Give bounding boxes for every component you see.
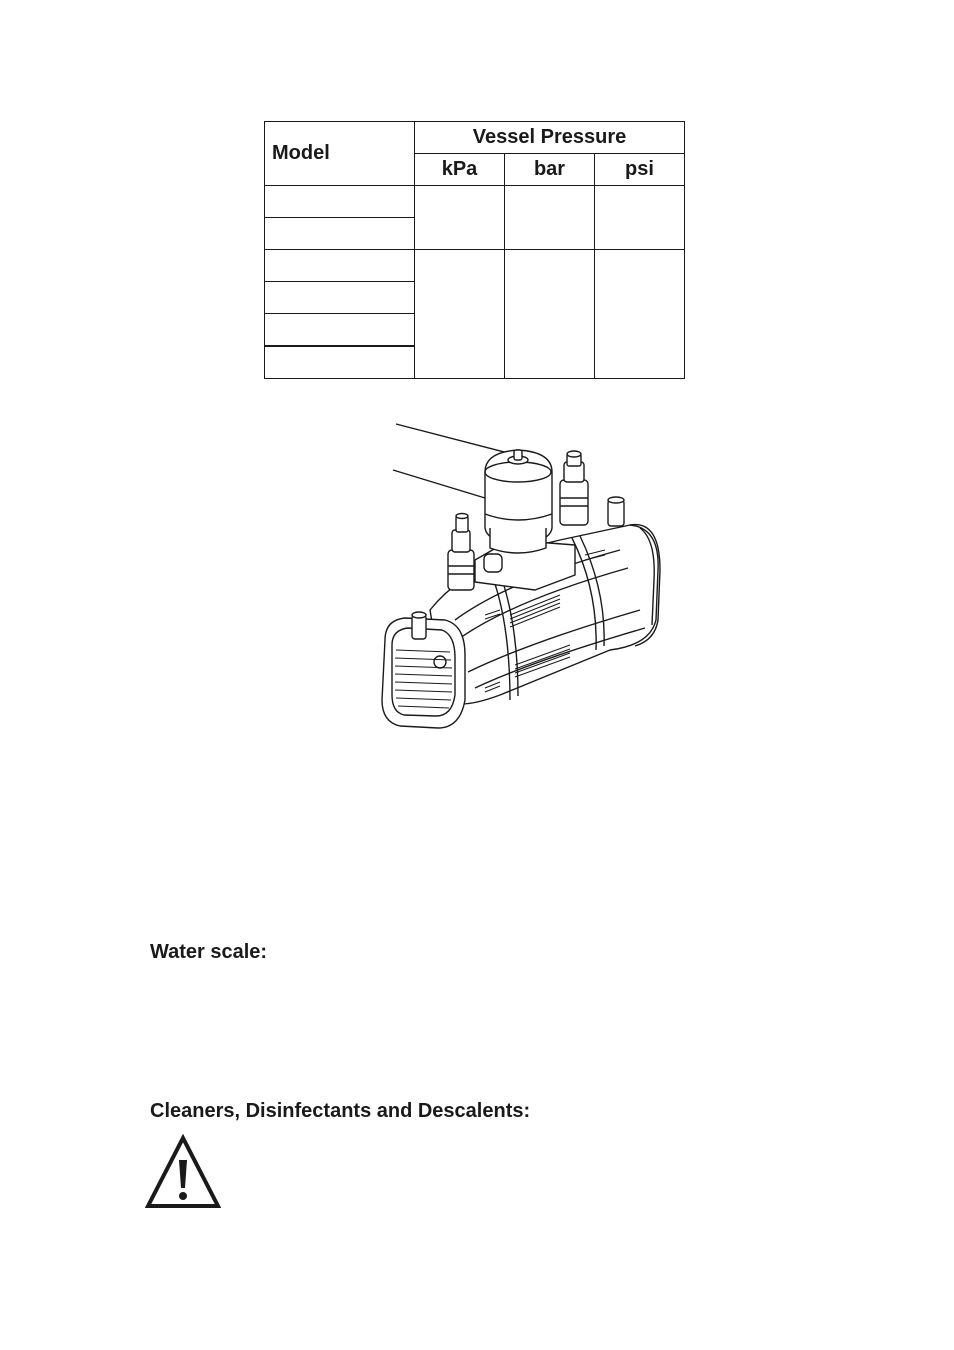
shower-pump-icon — [360, 410, 680, 740]
model-cell — [265, 250, 415, 282]
bar-cell — [505, 250, 595, 379]
water-scale-heading: Water scale: — [150, 941, 268, 963]
bar-cell — [505, 186, 595, 250]
kpa-cell — [415, 250, 505, 379]
cleaners-heading: Cleaners, Disinfectants and Descalents: — [150, 1100, 531, 1122]
model-cell — [265, 346, 415, 379]
model-cell — [265, 218, 415, 250]
psi-column-header: psi — [595, 154, 685, 186]
table-row — [265, 250, 685, 282]
warning-triangle-icon — [145, 1134, 221, 1210]
psi-cell — [595, 250, 685, 379]
bar-column-header: bar — [505, 154, 595, 186]
kpa-column-header: kPa — [415, 154, 505, 186]
model-cell — [265, 282, 415, 314]
model-cell — [265, 314, 415, 347]
kpa-cell — [415, 186, 505, 250]
model-column-header: Model — [265, 122, 415, 186]
psi-cell — [595, 186, 685, 250]
model-cell — [265, 186, 415, 218]
table-row — [265, 186, 685, 218]
vessel-pressure-header: Vessel Pressure — [415, 122, 685, 154]
vessel-pressure-table — [264, 121, 685, 379]
